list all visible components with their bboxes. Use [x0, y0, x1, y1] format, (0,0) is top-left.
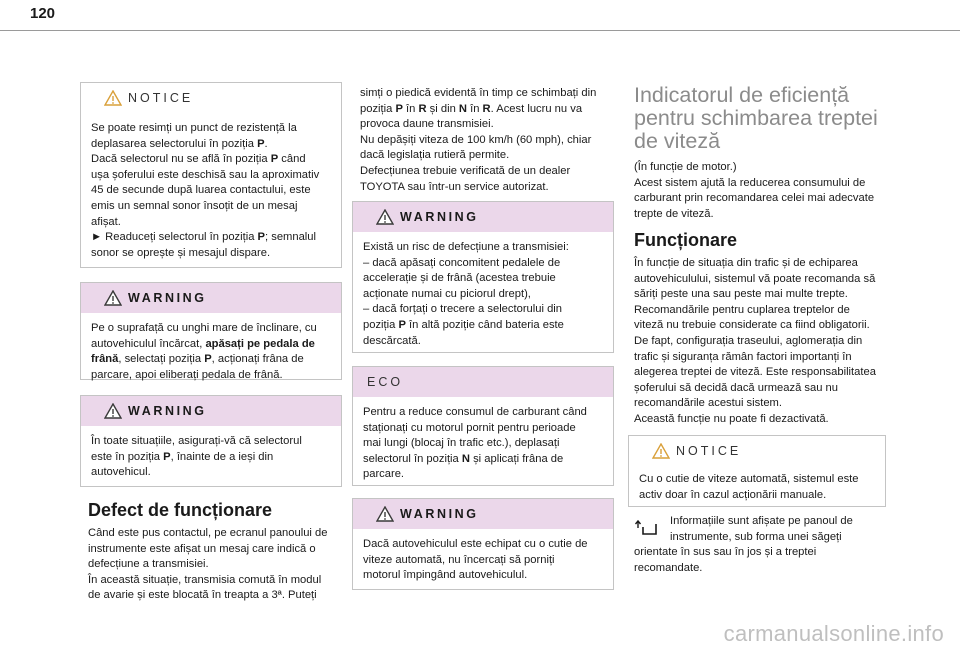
text-line: ► Readuceți selectorul în poziția P; semnalul	[91, 231, 317, 244]
text-line: Când este pus contactul, pe ecranul panoului de	[88, 527, 328, 539]
warning-title: WARNING	[128, 291, 207, 305]
warning-body	[81, 426, 341, 491]
notice-body	[81, 113, 341, 271]
text-line: deplasarea selectorului în poziția P.	[91, 137, 268, 150]
bold-term: P	[270, 153, 279, 166]
text-line: recomandările acestui sistem.	[634, 397, 782, 410]
bold-term: P	[257, 137, 265, 150]
text-line: poziția P în altă poziție când bateria este	[363, 318, 564, 331]
info-line-3: orientate în sus sau în jos și a treptei	[634, 546, 817, 559]
text-line: ușa șoferului este deschisă sau la aproximativ	[91, 168, 320, 181]
text-line: de avarie și este blocată în treapta a 3ª. Puteți	[88, 589, 317, 602]
text-line: accelerație și de frână (acestea trebuie	[363, 272, 556, 285]
notice-body	[629, 466, 885, 513]
warning-header	[353, 202, 613, 232]
text-line: Defecțiunea trebuie verificată de un dealer	[360, 164, 571, 177]
warning-body	[81, 313, 341, 393]
text-line: Există un risc de defecțiune a transmisiei:	[363, 241, 569, 253]
text-line: alegerea treptei de viteză. Este responsabilitatea	[634, 366, 876, 379]
bold-term: P	[257, 231, 266, 244]
top-rule	[0, 30, 960, 31]
section-heading-defect: Defect de funcționare	[88, 500, 273, 520]
bold-term: N	[458, 102, 467, 115]
warning-body	[353, 529, 613, 594]
bold-term: P	[398, 318, 406, 331]
info-line-1: Informațiile sunt afișate pe panoul de	[670, 515, 853, 527]
warning-title: WARNING	[128, 404, 207, 418]
notice-header	[629, 436, 885, 466]
warning-body	[353, 232, 613, 359]
text-line: sonor se oprește și mesajul dispare.	[91, 246, 271, 259]
text-line: În toate situațiile, asigurați-vă că selectorul	[91, 435, 302, 447]
text-line: selectorul în poziția N și aplicați frâna de	[363, 452, 564, 465]
text-line: motorul împingând autovehiculul.	[363, 569, 528, 582]
text-line: Dacă selectorul nu se află în poziția P când	[91, 153, 306, 166]
text-line: parcare.	[363, 468, 405, 481]
bold-term: P	[395, 102, 403, 115]
text-line: Pentru a reduce consumul de carburant când	[363, 406, 587, 418]
caution-triangle-icon	[104, 90, 122, 106]
text-line: Nu depășiți viteza de 100 km/h (60 mph), chiar	[360, 133, 592, 146]
text-line: autovehiculului, sistemul vă poate recomanda să	[634, 272, 876, 285]
caution-triangle-icon	[652, 443, 670, 459]
section-heading-functionare: Funcționare	[634, 230, 738, 250]
text-line: autovehicul.	[91, 466, 151, 479]
text-line: simți o piedică evidentă în timp ce schimbați din	[360, 87, 597, 99]
warning-header	[81, 283, 341, 313]
text-line: De fapt, configurația traseului, aglomerația din	[634, 334, 863, 347]
text-line: (În funcție de motor.)	[634, 161, 737, 173]
text-line: mai lungi (blocaj în trafic etc.), deplasați	[363, 437, 560, 450]
warning-box-push-start	[352, 498, 614, 590]
bold-term: R	[418, 102, 427, 115]
bold-term: R	[482, 102, 491, 115]
text-line: descărcată.	[363, 334, 421, 347]
eco-header	[353, 367, 613, 397]
text-line: activ doar în cazul acționării manuale.	[639, 488, 827, 501]
text-line: defecțiune a transmisiei.	[88, 558, 209, 571]
bold-term: P	[163, 450, 171, 463]
bold-term: N	[461, 452, 470, 465]
info-paragraph	[634, 514, 904, 576]
info-line-2: instrumente, sub forma unei săgeți	[670, 530, 842, 543]
text-line: șoferului să decidă dacă urmează sau nu	[634, 381, 838, 394]
warning-box-slope	[80, 282, 342, 380]
continued-paragraph	[360, 86, 622, 195]
bold-term: apăsați pe pedala de	[205, 337, 315, 350]
text-line: Această funcție nu poate fi dezactivată.	[634, 412, 829, 425]
text-line: instrumente este afișat un mesaj care indică o	[88, 542, 316, 555]
text-line: viteză nu trebuie considerate ca fiind obligatorii.	[634, 319, 870, 332]
warning-title: WARNING	[400, 210, 479, 224]
text-line: staționați cu motorul pornit pentru perioade	[363, 421, 576, 434]
text-line: TOYOTA sau într-un service autorizat.	[360, 180, 549, 193]
text-line: frână, selectați poziția P, acționați frâna de	[91, 353, 304, 366]
text-line: Indicatorul de eficiență	[634, 83, 850, 107]
gear-indicator-intro	[634, 160, 904, 222]
text-line: poziția P în R și din N în R. Acest lucru nu va	[360, 102, 583, 115]
watermark: carmanualsonline.info	[723, 621, 944, 646]
text-line: trafic și siguranța rămân factori importanți în	[634, 350, 852, 363]
text-line: Dacă autovehiculul este echipat cu o cutie de	[363, 538, 588, 550]
eco-body	[353, 397, 613, 493]
warning-title: WARNING	[400, 507, 479, 521]
text-line: – dacă apăsați concomitent pedalele de	[363, 256, 561, 269]
text-line: carburant prin recomandarea celei mai adecvate	[634, 192, 875, 205]
warning-header	[81, 396, 341, 426]
text-line: În funcție de situația din trafic și de echiparea	[634, 257, 858, 269]
text-line: În această situație, transmisia comută în modul	[88, 573, 322, 586]
notice-box	[80, 82, 342, 268]
warning-triangle-icon	[376, 209, 394, 225]
text-line: dacă legislația rutieră permite.	[360, 149, 510, 162]
text-line: viteze automată, nu încercați să porniți	[363, 553, 555, 566]
warning-header	[353, 499, 613, 529]
text-line: Recomandările pentru cuplarea treptelor de	[634, 303, 850, 316]
text-line: trepte de viteză.	[634, 207, 714, 220]
text-line: emis un semnal sonor însoțit de un mesaj	[91, 199, 298, 212]
text-line: săriți peste una sau peste mai multe trepte.	[634, 288, 848, 301]
text-line: Se poate resimți un punct de rezistență la	[91, 122, 297, 134]
warning-box-selector	[80, 395, 342, 487]
warning-box-transmission	[352, 201, 614, 353]
bold-term: frână	[91, 353, 119, 366]
notice-title: NOTICE	[676, 444, 742, 458]
section-title-gear-indicator	[634, 84, 914, 153]
text-line: pentru schimbarea treptei	[634, 106, 878, 130]
text-line: Acest sistem ajută la reducerea consumului de	[634, 176, 866, 189]
text-line: – dacă forțați o trecere a selectorului din	[363, 303, 562, 316]
eco-title: ECO	[367, 375, 404, 389]
text-line: Pe o suprafață cu unghi mare de înclinare, cu	[91, 322, 317, 334]
notice-title: NOTICE	[128, 91, 194, 105]
bold-term: P	[204, 353, 212, 366]
info-line-4: recomandate.	[634, 561, 703, 574]
functionare-paragraph	[634, 256, 909, 428]
text-line: provoca daune transmisiei.	[360, 118, 494, 131]
defect-paragraph	[88, 526, 350, 604]
text-line: 45 de secunde după luarea contactului, este	[91, 184, 311, 197]
eco-box	[352, 366, 614, 486]
page-number: 120	[30, 5, 56, 22]
text-line: de viteză	[634, 129, 721, 153]
notice-box-automatic	[628, 435, 886, 507]
text-line: Cu o cutie de viteze automată, sistemul este	[639, 473, 859, 485]
text-line: afișat.	[91, 215, 121, 228]
warning-triangle-icon	[104, 290, 122, 306]
text-line: parcare, apoi eliberați pedala de frână.	[91, 368, 283, 381]
warning-triangle-icon	[376, 506, 394, 522]
warning-triangle-icon	[104, 403, 122, 419]
notice-header	[81, 83, 341, 113]
text-line: acționate numai cu piciorul drept),	[363, 287, 531, 300]
text-line: este în poziția P, înainte de a ieși din	[91, 450, 274, 463]
text-line: autovehiculul încărcat, apăsați pe pedala de	[91, 337, 315, 350]
